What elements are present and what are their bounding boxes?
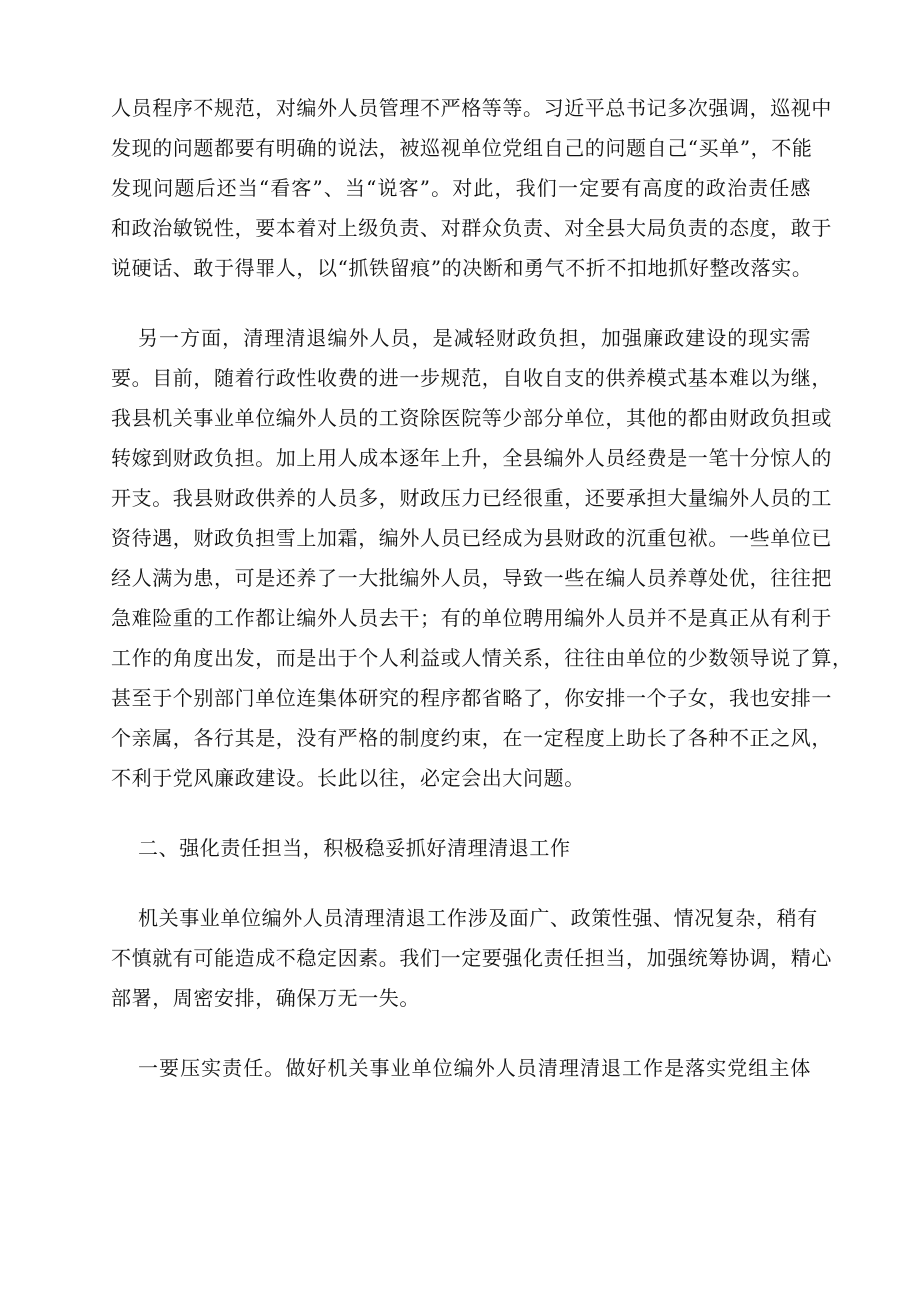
text-line: 另一方面，清理清退编外人员，是减轻财政负担，加强廉政建设的现实需 — [138, 326, 811, 350]
text-line: 资待遇，财政负担雪上加霜，编外人员已经成为县财政的沉重包袱。一些单位已 — [111, 526, 832, 550]
text-line: 机关事业单位编外人员清理清退工作涉及面广、政策性强、情况复杂，稍有 — [138, 906, 818, 930]
document-body — [111, 88, 853, 1118]
section-heading-text: 二、强化责任担当，积极稳妥抓好清理清退工作 — [138, 836, 571, 860]
paragraph-responsibility — [111, 898, 832, 1018]
text-line: 经人满为患，可是还养了一大批编外人员，导致一些在编人员养尊处优，往往把 — [111, 566, 832, 590]
section-heading — [111, 828, 811, 868]
text-line: 部署，周密安排，确保万无一失。 — [111, 986, 420, 1010]
text-line: 不慎就有可能造成不稳定因素。我们一定要强化责任担当，加强统筹协调，精心 — [111, 946, 832, 970]
text-line: 发现的问题都要有明确的说法，被巡视单位党组自己的问题自己“买单”，不能 — [111, 136, 813, 160]
text-line: 发现问题后还当“看客”、当“说客”。对此，我们一定要有高度的政治责任感 — [111, 176, 811, 200]
text-line: 要。目前，随着行政性收费的进一步规范，自收自支的供养模式基本难以为继， — [111, 366, 832, 390]
text-line: 开支。我县财政供养的人员多，财政压力已经很重，还要承担大量编外人员的工 — [111, 486, 832, 510]
text-line: 工作的角度出发，而是出于个人利益或人情关系，往往由单位的少数领导说了算， — [111, 646, 853, 670]
text-line: 人员程序不规范，对编外人员管理不严格等等。习近平总书记多次强调，巡视中 — [111, 96, 832, 120]
paragraph-fiscal-burden — [111, 318, 853, 798]
text-line: 不利于党风廉政建设。长此以往，必定会出大问题。 — [111, 766, 585, 790]
paragraph-first-point — [111, 1048, 811, 1088]
text-line: 个亲属，各行其是，没有严格的制度约束，在一定程度上助长了各种不正之风， — [111, 726, 832, 750]
text-line: 我县机关事业单位编外人员的工资除医院等少部分单位，其他的都由财政负担或 — [111, 406, 832, 430]
text-line: 转嫁到财政负担。加上用人成本逐年上升，全县编外人员经费是一笔十分惊人的 — [111, 446, 832, 470]
text-line: 甚至于个别部门单位连集体研究的程序都省略了，你安排一个子女，我也安排一 — [111, 686, 832, 710]
text-line: 急难险重的工作都让编外人员去干；有的单位聘用编外人员并不是真正从有利于 — [111, 606, 832, 630]
paragraph-inspection — [111, 88, 832, 288]
text-line: 一要压实责任。做好机关事业单位编外人员清理清退工作是落实党组主体 — [138, 1056, 811, 1080]
text-line: 和政治敏锐性，要本着对上级负责、对群众负责、对全县大局负责的态度，敢于 — [111, 216, 832, 240]
text-line: 说硬话、敢于得罪人，以“抓铁留痕”的决断和勇气不折不扣地抓好整改落实。 — [111, 256, 813, 280]
